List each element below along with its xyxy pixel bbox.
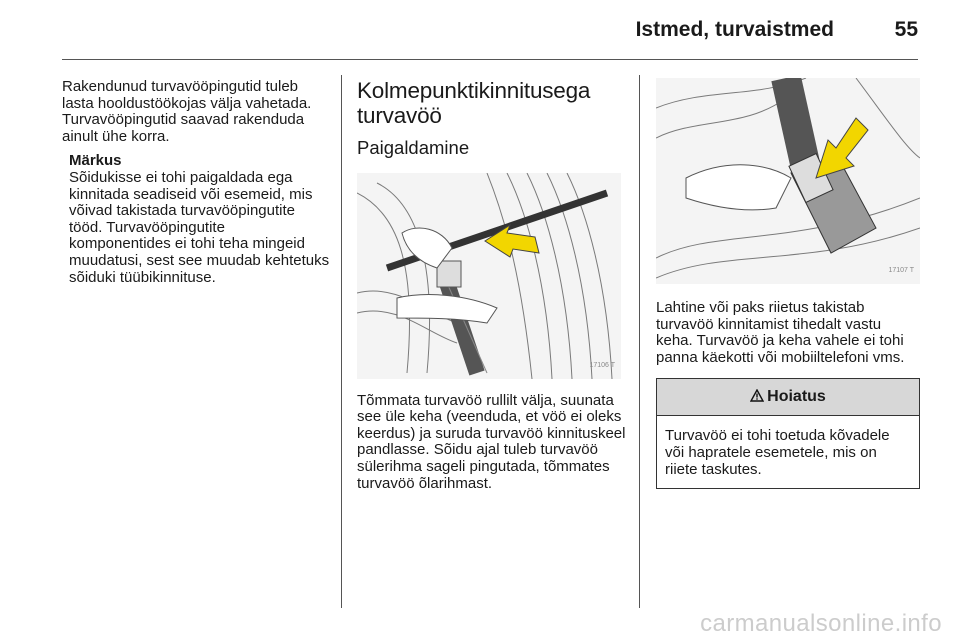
warning-box bbox=[656, 378, 920, 489]
figure-buckle bbox=[656, 78, 920, 284]
section-subheading: Paigaldamine bbox=[357, 137, 470, 158]
fastening-illustration bbox=[357, 173, 621, 379]
clothing-text: Lahtine või paks riietus takistab turvavöö kinnitamist tihedalt vastu keha. Turvavöö ja keha vahele ei tohi panna käekotti või mobiiltelefoni vms. bbox=[656, 299, 905, 366]
note-text: Sõidukisse ei tohi paigaldada ega kinnitada seadiseid või esemeid, mis võivad takistada turvavööpingutite tööd. Turvavööpingutite komponentides ei tohi teha mingeid muudatusi, sest see muudab kehtetuks sõiduki tüübikinnituse. bbox=[69, 168, 330, 286]
watermark: carmanualsonline.info bbox=[700, 610, 942, 637]
note-block bbox=[69, 153, 330, 286]
page-number: 55 bbox=[894, 18, 918, 41]
column-3 bbox=[656, 78, 920, 489]
header-rule bbox=[62, 59, 918, 60]
column-divider-1 bbox=[341, 75, 342, 608]
note-title: Märkus bbox=[69, 152, 122, 170]
warning-triangle-icon bbox=[750, 389, 764, 407]
page-header-title: Istmed, turvaistmed bbox=[635, 18, 834, 41]
warning-header bbox=[657, 379, 919, 416]
column-1 bbox=[62, 79, 330, 286]
figure-number: 17106 T bbox=[589, 362, 615, 369]
buckle-illustration bbox=[656, 78, 920, 284]
warning-body: Turvavöö ei tohi toetuda kõvadele või hapratele esemetele, mis on riiete taskutes. bbox=[665, 427, 890, 478]
figure-fastening-belt bbox=[357, 173, 621, 379]
intro-paragraph: Rakendunud turvavööpingutid tuleb lasta hooldustöökojas välja vahetada. Turvavööpingutid saavad rakenduda ainult ühe korra. bbox=[62, 78, 312, 145]
column-2 bbox=[357, 78, 629, 492]
warning-title: Hoiatus bbox=[767, 388, 826, 406]
column-divider-2 bbox=[639, 75, 640, 608]
section-heading: Kolmepunktikinnitusega turvavöö bbox=[357, 78, 591, 128]
figure-number: 17107 T bbox=[888, 267, 914, 275]
installation-text: Tõmmata turvavöö rullilt välja, suunata see üle keha (veenduda, et vöö ei oleks keerdus) ja suruda turvavöö kinnituskeel pandlasse. Sõidu ajal tuleb turvavöö sülerihma sageli pingutada, tõmmates turvavöö õlarihmast. bbox=[357, 391, 626, 492]
